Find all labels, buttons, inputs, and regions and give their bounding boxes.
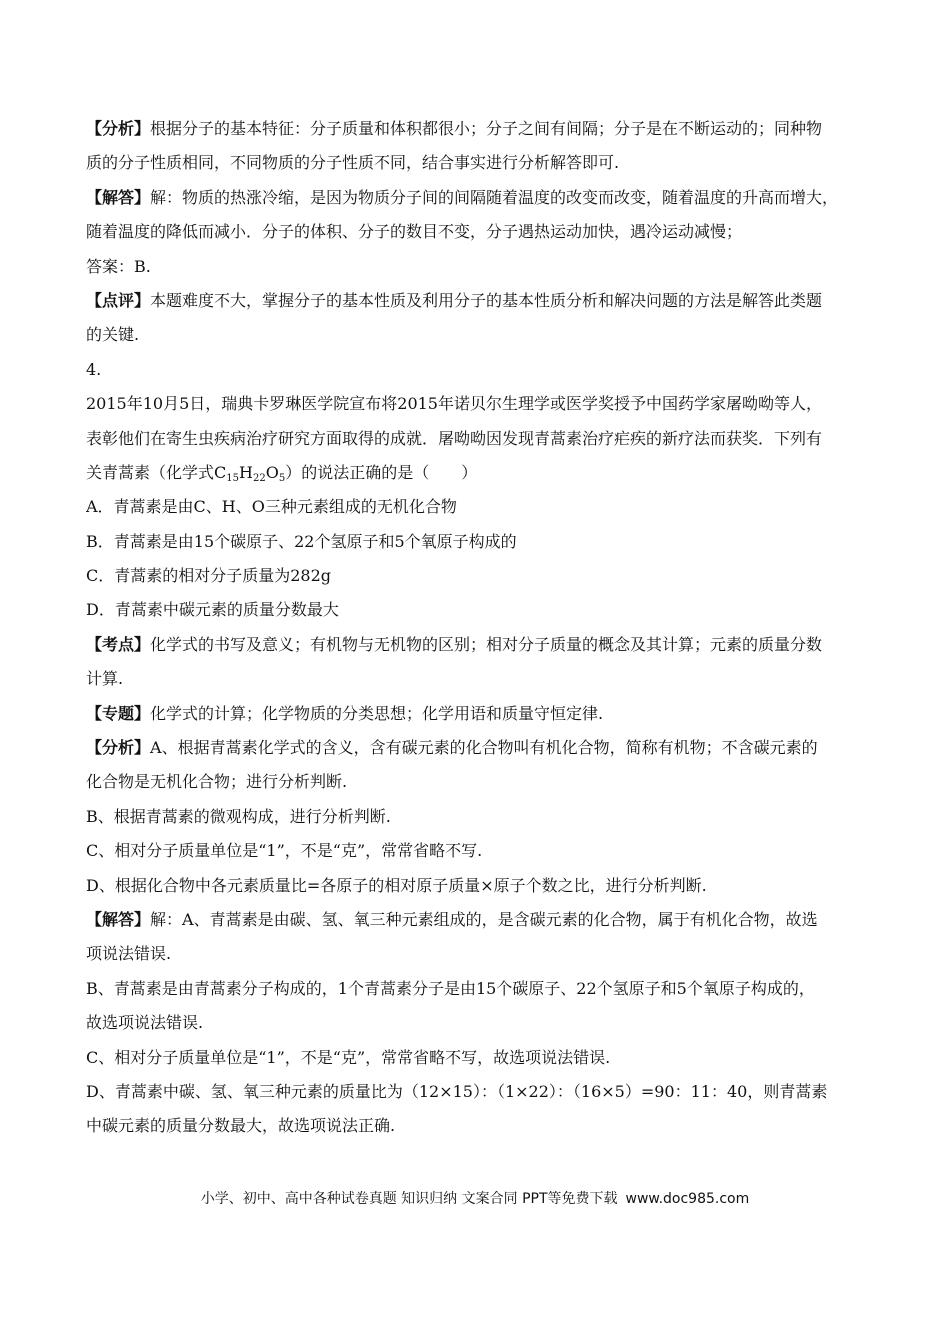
analysis-prev-line-1: 【分析】根据分子的基本特征：分子质量和体积都很小；分子之间有间隔；分子是在不断运动的；同种物	[86, 119, 823, 138]
answer-tag: 【解答】	[86, 909, 151, 929]
question-number: 4.	[86, 359, 102, 379]
answer-line-7: 中碳元素的质量分数最大，故选项说法正确.	[86, 1116, 396, 1136]
question-stem-line-1: 2015年10月5日，瑞典卡罗琳医学院宣布将2015年诺贝尔生理学或医学奖授予中国药学家屠呦呦等人，	[86, 394, 822, 414]
kaodian-line-2: 计算.	[86, 669, 124, 689]
analysis-line-1: 【分析】A、根据青蒿素化学式的含义，含有碳元素的化合物叫有机化合物，简称有机物；不含碳元素的	[86, 738, 818, 758]
answer-prev-tag: 【解答】	[86, 187, 151, 207]
chemical-formula: $C_{15}H_{22}O_5$	[214, 462, 286, 484]
option-c: C．青蒿素的相对分子质量为282g	[86, 566, 332, 586]
analysis-line-2: 化合物是无机化合物；进行分析判断.	[86, 772, 348, 792]
answer-prev-line-2: 随着温度的降低而减小．分子的体积、分子的数目不变，分子遇热运动加快，遇冷运动减慢；	[86, 222, 743, 242]
comment-prev-line-2: 的关键.	[86, 325, 140, 345]
answer-line-5: C、相对分子质量单位是“1”，不是“克”，常常省略不写，故选项说法错误.	[86, 1047, 611, 1067]
answer-line-1: 【解答】解：A、青蒿素是由碳、氢、氧三种元素组成的，是含碳元素的化合物，属于有机化合物，故选	[86, 909, 818, 929]
zhuanti-line-1: 【专题】化学式的计算；化学物质的分类思想；化学用语和质量守恒定律.	[86, 703, 604, 723]
analysis-line-3: B、根据青蒿素的微观构成，进行分析判断.	[86, 806, 391, 826]
comment-prev-tag: 【点评】	[86, 290, 151, 310]
answer-prev-line-1: 【解答】解：物质的热涨冷缩，是因为物质分子间的间隔随着温度的改变而改变，随着温度的升高而增大，	[86, 187, 839, 207]
kaodian-line-1: 【考点】化学式的书写及意义；有机物与无机物的区别；相对分子质量的概念及其计算；元素的质量分数	[86, 634, 823, 654]
option-d: D．青蒿素中碳元素的质量分数最大	[86, 600, 339, 620]
answer-prev-line-3: 答案：B.	[86, 256, 151, 276]
option-b: B．青蒿素是由15个碳原子、22个氢原子和5个氧原子构成的	[86, 531, 517, 551]
answer-line-6: D、青蒿素中碳、氢、氧三种元素的质量比为（12×15）：（1×22）：（16×5）=90：11：40，则青蒿素	[86, 1081, 828, 1101]
analysis-tag: 【分析】	[86, 738, 151, 758]
kaodian-tag: 【考点】	[86, 634, 151, 654]
zhuanti-tag: 【专题】	[86, 703, 151, 723]
page-footer	[0, 1188, 950, 1208]
comment-prev-line-1: 【点评】本题难度不大，掌握分子的基本性质及利用分子的基本性质分析和解决问题的方法是解答此类题	[86, 290, 823, 310]
analysis-prev-line-2: 质的分子性质相同，不同物质的分子性质不同，结合事实进行分析解答即可.	[86, 153, 620, 173]
question-stem-line-3: 关青蒿素（化学式$C_{15}H_{22}O_5$）的说法正确的是（ ）	[86, 462, 478, 484]
answer-line-2: 项说法错误.	[86, 944, 172, 964]
footer-text: 小学、初中、高中各种试卷真题 知识归纳 文案合同 PPT等免费下载	[200, 1191, 618, 1207]
footer-site-link[interactable]: www.doc985.com	[625, 1191, 750, 1207]
analysis-line-5: D、根据化合物中各元素质量比=各原子的相对原子质量×原子个数之比，进行分析判断.	[86, 875, 707, 895]
document-body	[86, 112, 876, 1144]
question-stem-line-2: 表彰他们在寄生虫疾病治疗研究方面取得的成就．屠呦呦因发现青蒿素治疗疟疾的新疗法而获奖．下列有	[86, 428, 823, 448]
option-a: A．青蒿素是由C、H、O三种元素组成的无机化合物	[86, 497, 457, 517]
answer-line-3: B、青蒿素是由青蒿素分子构成的，1个青蒿素分子是由15个碳原子、22个氢原子和5个氧原子构成的，	[86, 978, 815, 998]
analysis-prev-tag: 【分析】	[86, 119, 151, 138]
analysis-line-4: C、相对分子质量单位是“1”，不是“克”，常常省略不写.	[86, 841, 483, 861]
answer-line-4: 故选项说法错误.	[86, 1013, 204, 1033]
